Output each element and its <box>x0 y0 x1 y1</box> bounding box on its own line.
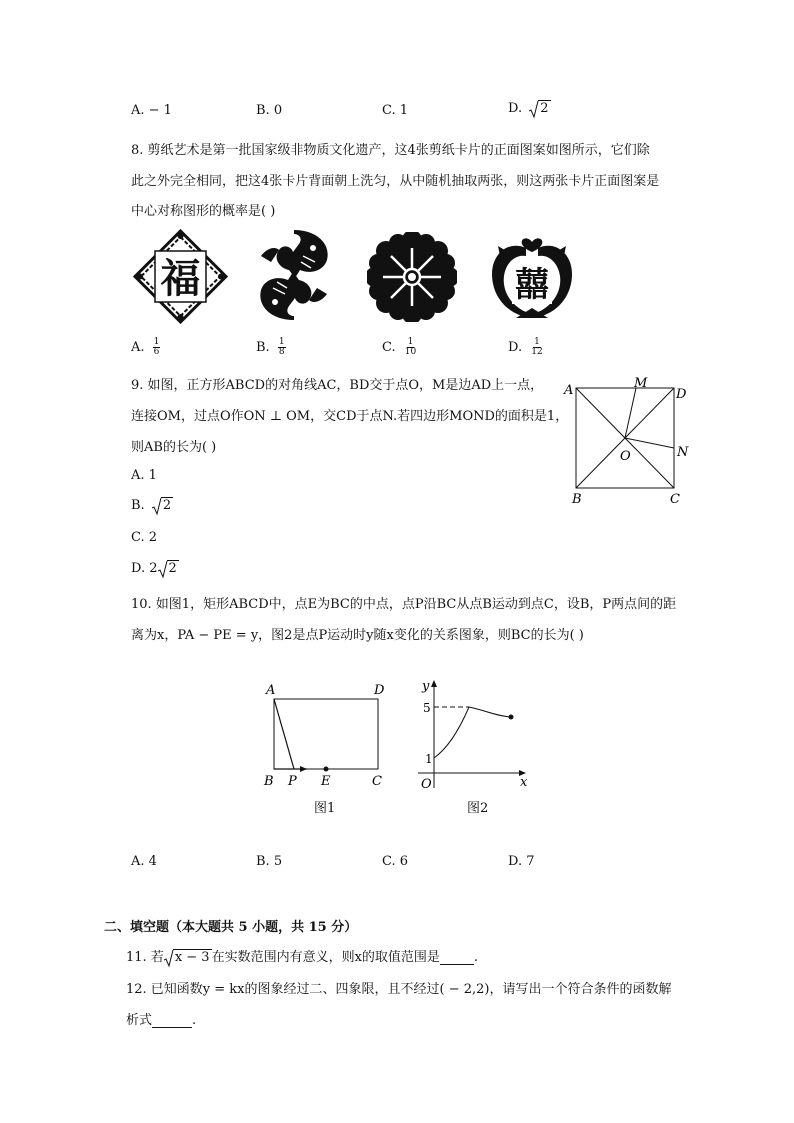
q8-option-c-label: C. <box>382 340 396 355</box>
q10-figure-1-rectangle <box>256 678 396 794</box>
q7-option-b: B. 0 <box>256 103 283 118</box>
fig2-label-x: x <box>520 775 528 790</box>
q9-option-a: A. 1 <box>131 468 157 483</box>
fig2-label-5: 5 <box>423 701 431 715</box>
q7-option-c: C. 1 <box>382 103 409 118</box>
fig1-label-c: C <box>372 774 382 789</box>
q8-option-c-fraction <box>404 338 417 357</box>
fig1-label-a: A <box>266 683 276 698</box>
q11-suffix: 在实数范围内有意义，则x的取值范围是 <box>211 950 440 965</box>
q8-option-d <box>508 338 544 357</box>
q8-option-a-fraction <box>153 338 161 357</box>
flower-medallion-card <box>367 232 457 322</box>
q10-option-d: D. 7 <box>508 854 535 869</box>
q9-option-d-sqrt <box>158 561 179 576</box>
double-happiness-character: 囍 <box>515 265 549 305</box>
q7-option-d-sqrt <box>529 101 550 116</box>
q9-option-b <box>131 498 173 513</box>
q11-radicand: x − 3 <box>174 950 210 965</box>
denominator: 10 <box>404 347 417 357</box>
label-c: C <box>670 492 680 507</box>
fig2-label-y: y <box>422 679 430 694</box>
q9-d-sqrt-value: 2 <box>168 561 177 576</box>
numerator: 1 <box>534 337 540 347</box>
denominator: 8 <box>278 347 285 357</box>
q8-option-c <box>382 338 417 357</box>
q11-prefix: 11. 若 <box>126 950 164 965</box>
q10-option-b: B. 5 <box>256 854 283 869</box>
q9-line-3: 则AB的长为( ) <box>131 440 217 455</box>
q8-line-1: 8. 剪纸艺术是第一批国家级非物质文化遗产，这4张剪纸卡片的正面图案如图所示，它们除 <box>131 143 650 158</box>
q9-b-sqrt-value: 2 <box>162 498 172 513</box>
fu-character: 福 <box>160 256 201 302</box>
q7-option-d-label: D. <box>508 101 523 116</box>
double-fish-card <box>253 226 335 324</box>
q11-sqrt <box>164 950 212 965</box>
q11-end: . <box>473 950 479 965</box>
q10-option-a: A. 4 <box>131 854 157 869</box>
q8-option-d-label: D. <box>508 340 523 355</box>
q9-square-figure <box>558 372 698 508</box>
numerator: 1 <box>153 337 160 347</box>
fig1-label-b: B <box>264 774 274 789</box>
q8-line-3: 中心对称图形的概率是( ) <box>131 204 276 219</box>
label-o: O <box>620 449 631 464</box>
label-d: D <box>676 387 687 402</box>
fu-character-diamond-card <box>133 229 228 324</box>
q12-prefix: 析式 <box>126 1013 153 1028</box>
q7-option-d <box>508 101 551 116</box>
label-n: N <box>677 445 689 460</box>
fig1-label-d: D <box>374 683 385 698</box>
numerator: 1 <box>407 337 414 347</box>
q8-line-2: 此之外完全相同，把这4张卡片背面朝上洗匀，从中随机抽取两张，则这两张卡片正面图案是 <box>131 174 660 189</box>
q11-answer-blank[interactable] <box>440 951 474 965</box>
label-b: B <box>572 492 582 507</box>
q10-figure-2-caption: 图2 <box>467 801 489 816</box>
q8-option-b-fraction <box>278 338 286 357</box>
denominator: 12 <box>531 347 543 357</box>
q8-option-a-label: A. <box>131 340 145 355</box>
q12-line-1: 12. 已知函数y = kx的图象经过二、四象限，且不经过( − 2,2)，请写出一个符合条件的函数解 <box>126 982 672 997</box>
q10-line-2: 离为x，PA − PE = y，图2是点P运动时y随x变化的关系图象，则BC的长为( ) <box>131 628 584 643</box>
q8-option-b-label: B. <box>256 340 270 355</box>
double-happiness-phoenix-card <box>486 232 578 324</box>
section-2-heading: 二、填空题（本大题共 5 小题，共 15 分） <box>104 920 358 935</box>
q8-option-b <box>256 338 286 357</box>
q8-option-a <box>131 338 160 357</box>
q9-option-c: C. 2 <box>131 530 158 545</box>
q10-option-c: C. 6 <box>382 854 409 869</box>
label-m: M <box>634 376 648 391</box>
q10-line-1: 10. 如图1，矩形ABCD中，点E为BC的中点，点P沿BC从点B运动到点C，设B，P两点间的距 <box>131 597 677 612</box>
q9-option-d <box>131 561 179 576</box>
q12-answer-blank[interactable] <box>152 1014 192 1028</box>
q10-figure-2-graph <box>412 672 534 794</box>
q9-line-1: 9. 如图，正方形ABCD的对角线AC，BD交于点O，M是边AD上一点， <box>131 378 544 393</box>
numerator: 1 <box>278 337 285 347</box>
q12-line-2 <box>126 1009 196 1028</box>
q9-option-b-sqrt <box>152 498 173 513</box>
q9-line-2: 连接OM，过点O作ON ⊥ OM，交CD于点N.若四边形MOND的面积是1， <box>131 409 569 424</box>
q7-option-a: A. − 1 <box>131 103 172 118</box>
fig2-label-1: 1 <box>425 752 433 766</box>
q12-end: . <box>192 1013 197 1028</box>
q8-option-d-fraction <box>530 338 543 357</box>
q9-option-b-label: B. <box>131 498 145 513</box>
q10-figure-1-caption: 图1 <box>314 801 336 816</box>
denominator: 6 <box>153 347 160 357</box>
fig1-label-e: E <box>321 774 331 789</box>
q11-line <box>126 946 478 965</box>
label-a: A <box>564 383 574 398</box>
fig2-label-origin: O <box>421 777 432 792</box>
q9-option-d-label: D. 2 <box>131 561 158 576</box>
q7-sqrt-value: 2 <box>540 101 549 116</box>
fig1-label-p: P <box>288 774 297 789</box>
